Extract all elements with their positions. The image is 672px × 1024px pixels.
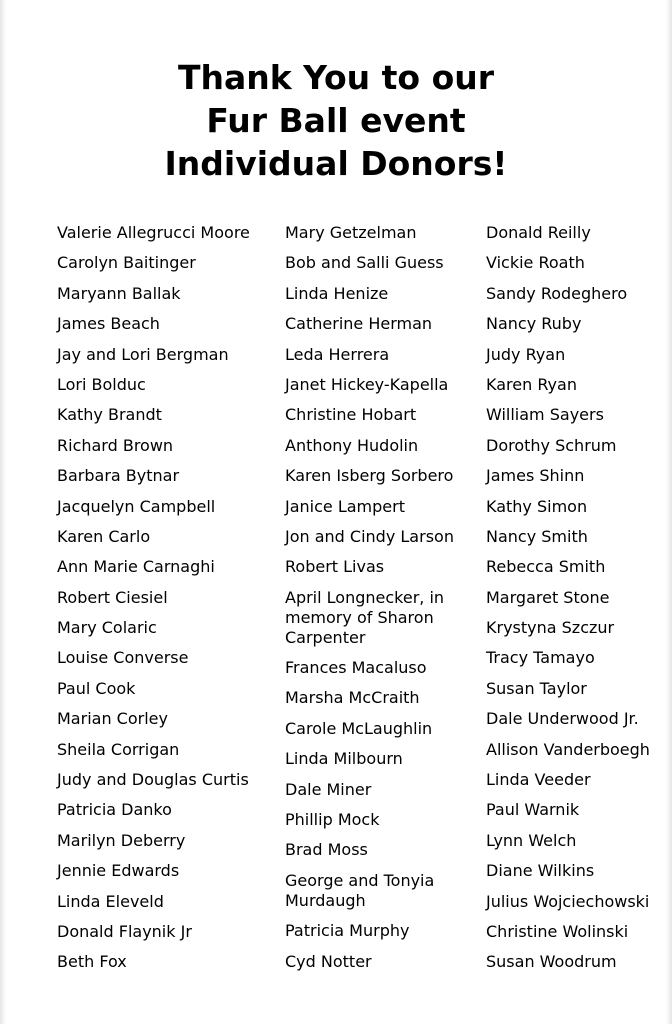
donor-name: Donald Flaynik Jr [57, 921, 192, 941]
donor-name: Brad Moss [285, 840, 368, 860]
donor-name: Carolyn Baitinger [57, 253, 196, 273]
donor-name: Louise Converse [57, 648, 189, 668]
donor-name: Kathy Brandt [57, 405, 162, 425]
title-line-1: Thank You to our [177, 58, 495, 97]
donor-name: Jennie Edwards [57, 861, 180, 881]
donor-name: Mary Getzelman [285, 223, 417, 242]
donor-name: Dorothy Schrum [486, 435, 617, 455]
donor-name: Mary Colaric [57, 618, 157, 638]
donor-name: Patricia Danko [57, 800, 172, 820]
donor-name: Paul Cook [57, 678, 136, 698]
donor-name: Judy and Douglas Curtis [57, 770, 249, 790]
donor-name: April Longnecker, in memory of Sharon Carpenter [285, 587, 445, 647]
donor-name: Marian Corley [57, 709, 168, 729]
donor-name: Maryann Ballak [57, 283, 181, 303]
donor-name: Tracy Tamayo [486, 648, 595, 668]
donor-name: Linda Veeder [486, 770, 591, 790]
donor-name: Dale Miner [285, 779, 372, 799]
donor-name: Bob and Salli Guess [285, 253, 444, 273]
donor-name: Marilyn Deberry [57, 830, 186, 850]
donor-name: Leda Herrera [285, 344, 390, 364]
donor-name: Karen Ryan [486, 374, 577, 394]
donor-name: Janice Lampert [285, 496, 405, 516]
donor-name: George and Tonyia Murdaugh [285, 870, 435, 910]
donor-name: Linda Eleveld [57, 891, 164, 911]
donor-name: Patricia Murphy [285, 921, 410, 941]
donor-name: Karen Carlo [57, 526, 151, 546]
donor-name: Lori Bolduc [57, 374, 146, 394]
donor-column-3 [486, 223, 666, 983]
donor-name: Sandy Rodeghero [486, 283, 628, 303]
donor-name: Valerie Allegrucci Moore [57, 223, 250, 242]
donor-name: Diane Wilkins [486, 861, 595, 881]
donor-column-2 [285, 223, 465, 982]
donor-name: Sheila Corrigan [57, 739, 180, 759]
donor-name: Barbara Bytnar [57, 466, 180, 486]
donor-name: Susan Woodrum [486, 952, 617, 972]
donor-name: Lynn Welch [486, 830, 577, 850]
title-line-3: Individual Donors! [164, 144, 508, 183]
donor-name: Judy Ryan [486, 344, 566, 364]
donor-name: Frances Macaluso [285, 658, 427, 678]
donor-name: Catherine Herman [285, 314, 433, 334]
donor-name: Linda Milbourn [285, 749, 403, 769]
donor-name: Christine Hobart [285, 405, 417, 425]
donor-name: Ann Marie Carnaghi [57, 557, 215, 577]
donor-name: Robert Ciesiel [57, 587, 168, 607]
donor-name: Allison Vanderboegh [486, 739, 650, 759]
donor-name: Anthony Hudolin [285, 435, 419, 455]
donor-name: Nancy Ruby [486, 314, 582, 334]
donor-name: Paul Warnik [486, 800, 580, 820]
donor-name: Kathy Simon [486, 496, 588, 516]
donor-name: Donald Reilly [486, 223, 591, 242]
donor-name: Rebecca Smith [486, 557, 606, 577]
donor-column-1 [57, 223, 277, 983]
donor-name: Linda Henize [285, 283, 389, 303]
donor-name: Dale Underwood Jr. [486, 709, 639, 729]
donor-name: Jay and Lori Bergman [57, 344, 229, 364]
donor-name: Carole McLaughlin [285, 718, 433, 738]
donor-name: Cyd Notter [285, 951, 372, 971]
donor-name: Marsha McCraith [285, 688, 420, 708]
donor-name: Phillip Mock [285, 810, 380, 830]
donor-name: James Shinn [486, 466, 585, 486]
donor-name: Krystyna Szczur [486, 618, 615, 638]
title-line-2: Fur Ball event [206, 101, 466, 140]
donor-name: William Sayers [486, 405, 604, 425]
donor-name: Jon and Cindy Larson [285, 526, 454, 546]
donor-name: Richard Brown [57, 435, 174, 455]
donor-name: Robert Livas [285, 557, 385, 577]
donor-name: Christine Wolinski [486, 921, 629, 941]
donor-name: Jacquelyn Campbell [57, 496, 216, 516]
donor-name: Vickie Roath [486, 253, 585, 273]
donor-name: Julius Wojciechowski [486, 891, 650, 911]
donor-name: Nancy Smith [486, 526, 588, 546]
donor-name: Karen Isberg Sorbero [285, 466, 454, 486]
donor-name: Margaret Stone [486, 587, 610, 607]
donor-name: Janet Hickey-Kapella [285, 374, 449, 394]
donor-name: Beth Fox [57, 952, 127, 972]
page-title [0, 56, 672, 185]
donor-name: James Beach [57, 314, 160, 334]
donor-name: Susan Taylor [486, 678, 587, 698]
